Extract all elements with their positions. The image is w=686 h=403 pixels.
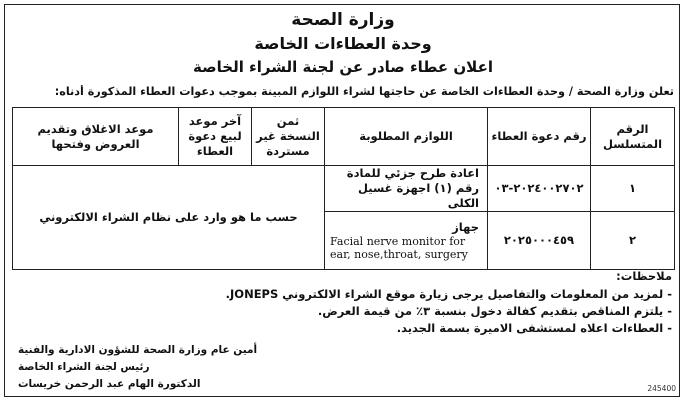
row-items — [325, 212, 488, 270]
item-line: ear, nose,throat, surgery — [330, 248, 468, 261]
note-item: - يلتزم المناقص بتقديم كفالة دخول بنسبة ٣٪ من قيمة العرض. — [317, 304, 672, 318]
row-serial: ١ — [591, 166, 675, 212]
unit-title: وحدة العطاءات الخاصة — [254, 34, 432, 53]
header-last-sale-date: آخر موعد لبيع دعوة العطاء — [179, 108, 252, 166]
signature-name: الدكتورة الهام عبد الرحمن خريسات — [18, 378, 201, 390]
item-line: جهاز — [452, 220, 479, 234]
header-serial: الرقم المتسلسل — [591, 108, 675, 166]
notes-heading: ملاحظات: — [616, 269, 672, 283]
merged-note-cell: حسب ما هو وارد على نظام الشراء الالكتروني — [13, 166, 325, 270]
item-line: اعادة طرح جزئي للمادة — [346, 166, 479, 180]
header-copy-price: ثمن النسخة غير مستردة — [252, 108, 325, 166]
signature-title: أمين عام وزارة الصحة للشؤون الادارية والفنية — [18, 344, 258, 356]
announcement-title: اعلان عطاء صادر عن لجنة الشراء الخاصة — [193, 58, 493, 76]
header-items: اللوازم المطلوبة — [325, 108, 488, 166]
ministry-title: وزارة الصحة — [291, 10, 395, 30]
row-serial: ٢ — [591, 212, 675, 270]
note-item: - العطاءات اعلاه لمستشفى الاميرة بسمة الجديد. — [396, 321, 672, 335]
signature-role: رئيس لجنة الشراء الخاصة — [18, 361, 150, 373]
table-header-row — [13, 108, 675, 166]
table-row — [13, 166, 675, 212]
item-line: Facial nerve monitor for — [330, 235, 466, 248]
row-tender-no: ٢٠٢٥٠٠٠٤٥٩ — [488, 212, 591, 270]
header-tender-no: رقم دعوة العطاء — [488, 108, 591, 166]
intro-text: تعلن وزارة الصحة / وحدة العطاءات الخاصة عن حاجتها لشراء اللوازم المبينة بموجب دعوات العطاء المذكورة أدناه: — [54, 85, 674, 98]
header-closing-date: موعد الاغلاق وتقديم العروض وفتحها — [13, 108, 179, 166]
ad-number: 245400 — [647, 384, 676, 393]
note-item: - لمزيد من المعلومات والتفاصيل يرجى زيارة موقع الشراء الالكتروني JONEPS. — [225, 287, 672, 301]
row-tender-no: ٢٠٢٤٠٠٢٧٠٢-٠٣ — [488, 166, 591, 212]
item-line: رقم (١) اجهزة غسيل الكلى — [357, 181, 479, 210]
row-items — [325, 166, 488, 212]
tender-table — [12, 107, 675, 270]
